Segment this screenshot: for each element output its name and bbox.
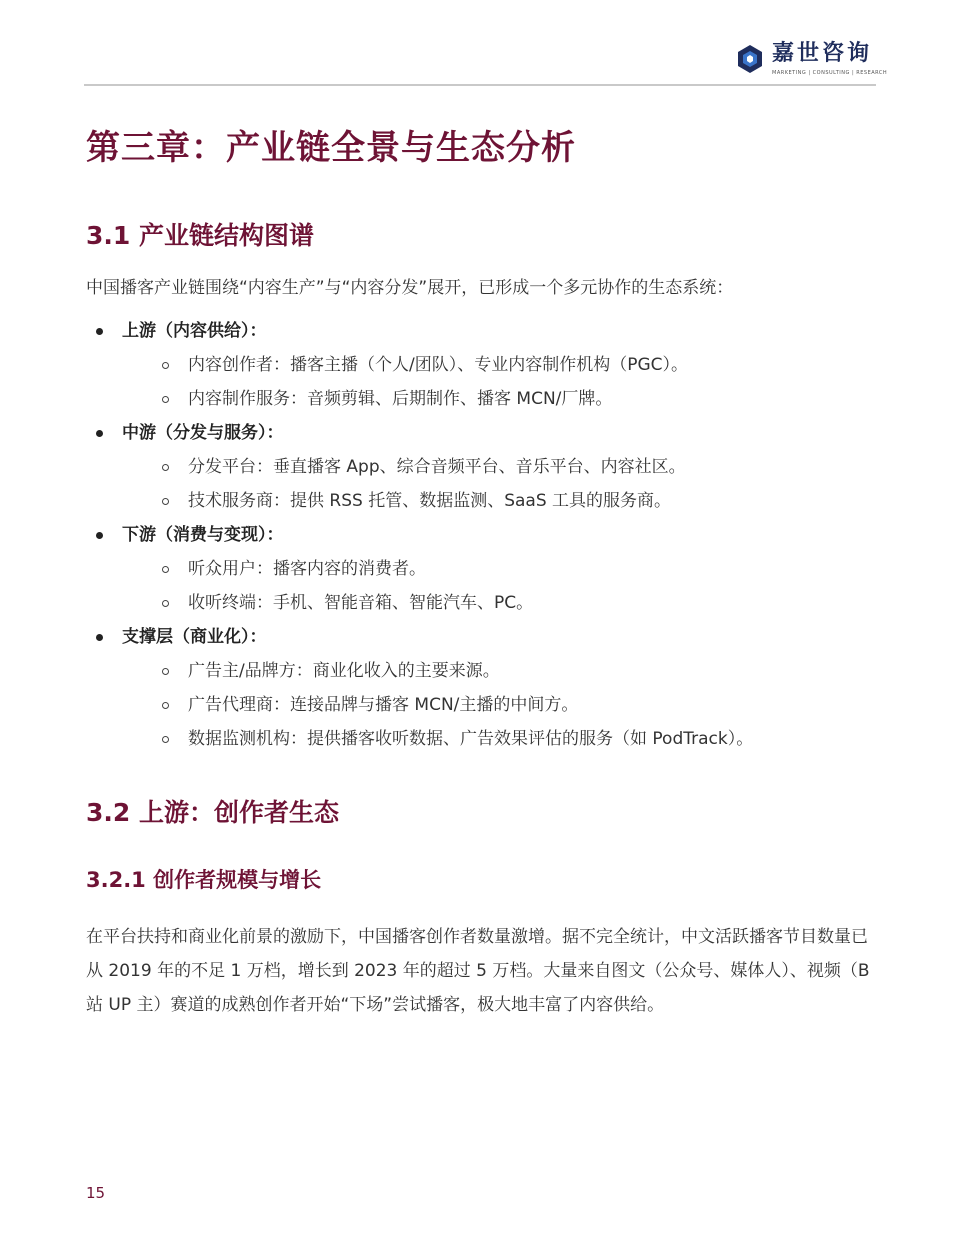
section-intro: 中国播客产业链围绕“内容生产”与“内容分发”展开，已形成一个多元协作的生态系统：: [86, 278, 734, 298]
list-item: 广告代理商：连接品牌与播客 MCN/主播的中间方。: [122, 688, 876, 722]
list-item-midstream: [86, 416, 876, 518]
section-title-3-2: 3.2 上游：创作者生态: [86, 798, 339, 827]
page-number: 15: [86, 1184, 106, 1202]
brand-logo: [734, 42, 887, 76]
list-item: 收听终端：手机、智能音箱、智能汽车、PC。: [122, 586, 876, 620]
list-item: 内容创作者：播客主播（个人/团队）、专业内容制作机构（PGC）。: [122, 348, 876, 382]
brand-name: 嘉世咨询: [772, 41, 873, 66]
group-label: 中游（分发与服务）：: [122, 423, 284, 443]
list-item: 技术服务商：提供 RSS 托管、数据监测、SaaS 工具的服务商。: [122, 484, 876, 518]
group-label: 下游（消费与变现）：: [122, 525, 284, 545]
section-title-3-1: 3.1 产业链结构图谱: [86, 221, 314, 250]
subsection-body: 在平台扶持和商业化前景的激励下，中国播客创作者数量激增。据不完全统计，中文活跃播客节目数量已从 2019 年的不足 1 万档，增长到 2023 年的超过 5 万档。大量来自图文（公众号、媒体人）、视频（B 站 UP 主）赛道的成熟创作者开始“下场”尝试播客，极大地丰富了内容供给。: [86, 927, 870, 1015]
brand-logo-icon: [734, 43, 766, 75]
header-divider: [84, 84, 876, 86]
list-item: 广告主/品牌方：商业化收入的主要来源。: [122, 654, 876, 688]
group-label: 支撑层（商业化）：: [122, 627, 267, 647]
list-item-downstream: [86, 518, 876, 620]
list-item-support-layer: [86, 620, 876, 756]
group-label: 上游（内容供给）：: [122, 321, 267, 341]
list-item: 分发平台：垂直播客 App、综合音频平台、音乐平台、内容社区。: [122, 450, 876, 484]
chapter-title: 第三章：产业链全景与生态分析: [86, 128, 576, 168]
list-item: 内容制作服务：音频剪辑、后期制作、播客 MCN/厂牌。: [122, 382, 876, 416]
list-item: 听众用户：播客内容的消费者。: [122, 552, 876, 586]
brand-tagline: MARKETING | CONSULTING | RESEARCH: [772, 70, 888, 76]
subsection-title-3-2-1: 3.2.1 创作者规模与增长: [86, 868, 322, 892]
list-item: 数据监测机构：提供播客收听数据、广告效果评估的服务（如 PodTrack）。: [122, 722, 876, 756]
industry-chain-list: [86, 314, 876, 756]
list-item-upstream: [86, 314, 876, 416]
